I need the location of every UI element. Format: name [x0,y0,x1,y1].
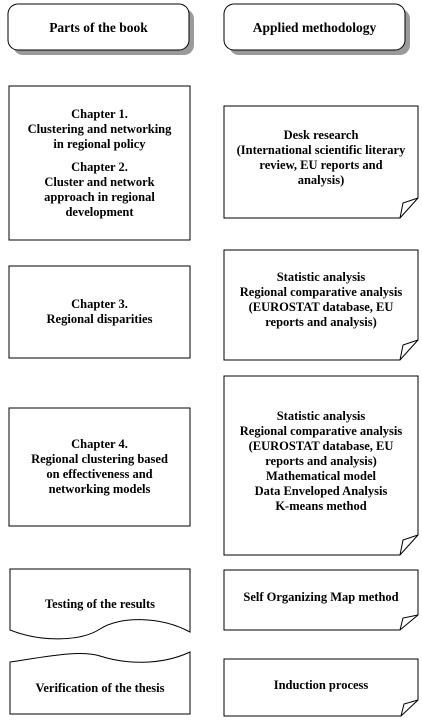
header-left-label: Parts of the book [49,19,148,35]
chapter-2-title: Chapter 2. [71,159,128,174]
chapter-4-title: Chapter 4. [71,437,128,451]
header-right-label: Applied methodology [252,19,377,35]
method-text-induction: Induction process [273,677,369,692]
part-text-chapter-4: Chapter 4. Regional clustering based on effectiveness and networking models [31,437,168,496]
part-text-chapters-1-2: Chapter 1. Clustering and networking in regional policy Chapter 2. Cluster and network approach in regional development [27,106,172,219]
method-text-som: Self Organizing Map method [243,590,399,604]
chapter-3-title: Chapter 3. [71,297,128,311]
method-text-desk-research: Desk research (International scientific literary review, EU reports and analysis) [236,128,406,187]
part-text-chapter-3: Chapter 3. Regional disparities [46,297,153,326]
chapter-1-title: Chapter 1. [71,106,128,121]
method-text-mathematical-model: Statistic analysis Regional comparative analysis (EUROSTAT database, EU reports and analysis) Mathematical model Data Enveloped Analysis K-means method [239,408,403,513]
method-text-statistic-analysis: Statistic analysis Regional comparative analysis (EUROSTAT database, EU reports and analysis) [239,270,403,329]
part-text-verification: Verification of the thesis [35,680,165,695]
part-text-testing: Testing of the results [44,596,156,611]
